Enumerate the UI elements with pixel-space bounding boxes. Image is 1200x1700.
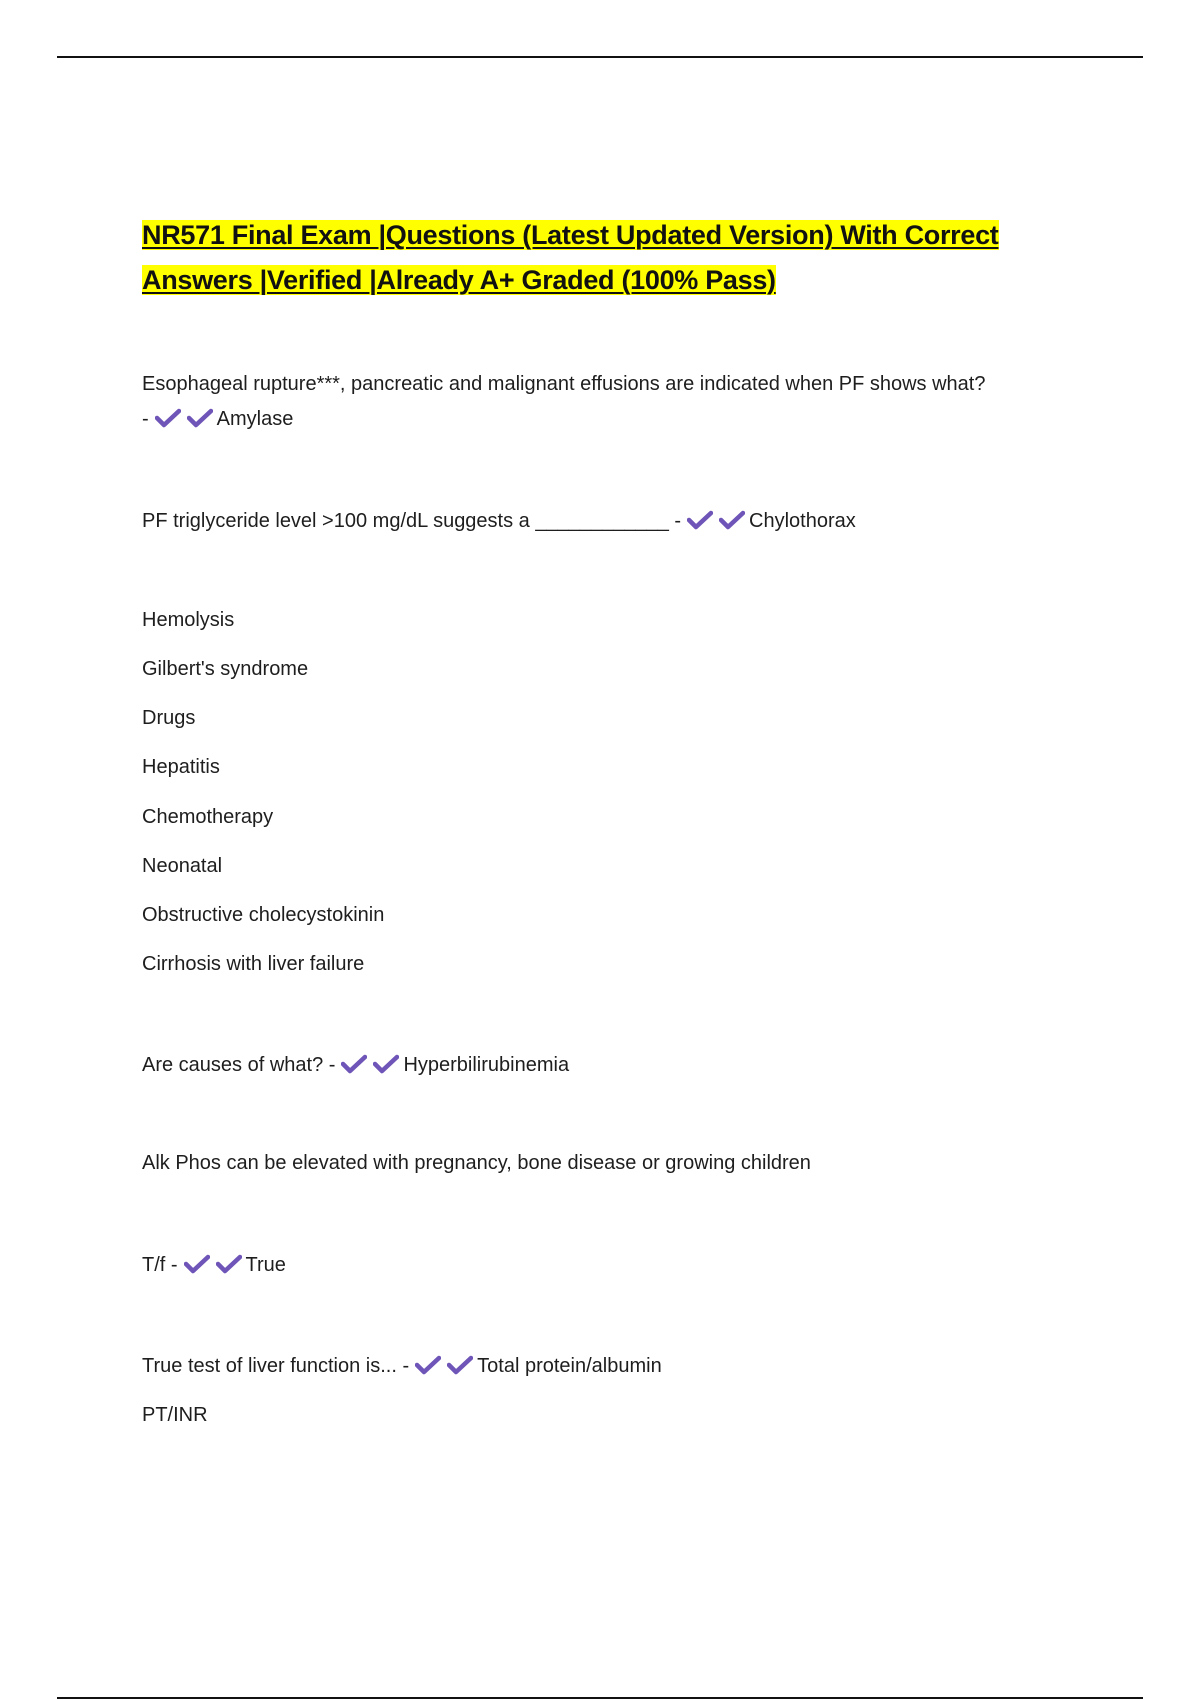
answer-1-line <box>142 406 293 432</box>
trailing-text: PT/INR <box>142 1404 208 1426</box>
list-item: Neonatal <box>142 855 223 877</box>
question-text: PF triglyceride level >100 mg/dL suggests a ____________ - <box>142 510 682 532</box>
check-icon <box>447 1355 473 1375</box>
title-highlight: NR571 Final Exam |Questions (Latest Updated Version) With Correct Answers |Verified |Already A+ Graded (100% Pass) <box>142 220 999 295</box>
check-icon <box>415 1355 441 1375</box>
double-check <box>415 1355 473 1375</box>
check-icon <box>187 408 213 428</box>
double-check <box>184 1254 242 1274</box>
bottom-rule <box>57 1697 1143 1699</box>
list-item: Obstructive cholecystokinin <box>142 904 385 926</box>
list-item: Cirrhosis with liver failure <box>142 953 365 975</box>
top-rule <box>57 56 1143 58</box>
check-icon <box>184 1254 210 1274</box>
question-3-line <box>142 1052 569 1078</box>
question-text: True test of liver function is... - <box>142 1355 410 1377</box>
list-item: Drugs <box>142 707 196 729</box>
double-check <box>341 1054 399 1074</box>
answer-text: Hyperbilirubinemia <box>403 1054 570 1076</box>
double-check <box>155 408 213 428</box>
check-icon <box>341 1054 367 1074</box>
answer-text: Total protein/albumin <box>477 1355 662 1377</box>
answer-separator: - <box>142 408 149 430</box>
question-text: T/f - <box>142 1254 178 1276</box>
check-icon <box>373 1054 399 1074</box>
check-icon <box>687 510 713 530</box>
answer-text: Amylase <box>216 408 294 430</box>
question-4-line <box>142 1252 286 1278</box>
check-icon <box>216 1254 242 1274</box>
answer-text: Chylothorax <box>749 510 856 532</box>
check-icon <box>155 408 181 428</box>
question-5-line <box>142 1353 662 1379</box>
question-2-line <box>142 508 856 534</box>
list-item: Hepatitis <box>142 756 220 778</box>
document-title <box>142 213 1082 303</box>
question-text: Are causes of what? - <box>142 1054 336 1076</box>
answer-text: True <box>245 1254 286 1276</box>
list-item: Hemolysis <box>142 609 235 631</box>
check-icon <box>719 510 745 530</box>
statement-text: Alk Phos can be elevated with pregnancy, bone disease or growing children <box>142 1152 811 1174</box>
list-item: Gilbert's syndrome <box>142 658 309 680</box>
list-item: Chemotherapy <box>142 806 274 828</box>
double-check <box>687 510 745 530</box>
question-1: Esophageal rupture***, pancreatic and malignant effusions are indicated when PF shows what? <box>142 373 986 395</box>
